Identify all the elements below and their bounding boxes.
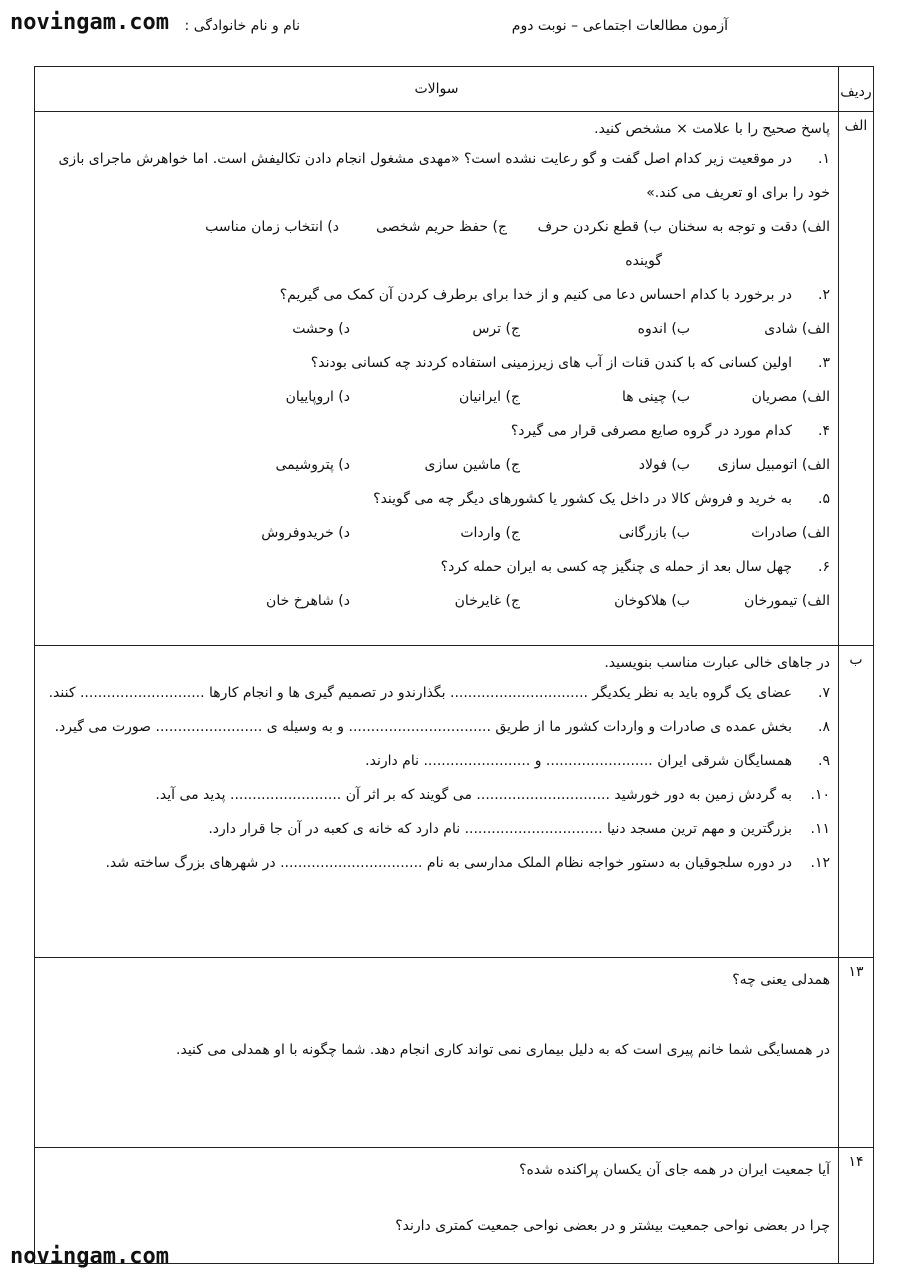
question-number: ۳. — [818, 355, 830, 371]
option-c[interactable]: ج) ترس — [472, 321, 520, 337]
option-d[interactable]: د) اروپاییان — [285, 389, 350, 405]
section-b-row — [35, 646, 874, 958]
option-b[interactable]: ب) چینی ها — [622, 389, 690, 405]
question-10 — [43, 778, 830, 812]
option-c[interactable]: ج) غایرخان — [454, 593, 520, 609]
question-12 — [43, 846, 830, 880]
question-14-text: چرا در بعضی نواحی جمعیت بیشتر و در بعضی نواحی جمعیت کمتری دارند؟ — [395, 1218, 830, 1234]
question-text: در دوره سلجوقیان به دستور خواجه نظام الملک مدارسی به نام ................................ در شهرهای بزرگ ساخته شد. — [105, 855, 792, 871]
question-text: اولین کسانی که با کندن قنات از آب های زیرزمینی استفاده کردند چه کسانی بودند؟ — [310, 355, 792, 371]
question-11 — [43, 812, 830, 846]
option-b[interactable]: ب) قطع نکردن حرف گوینده — [537, 219, 662, 269]
question-13-row — [35, 958, 874, 1148]
option-d[interactable]: د) وحشت — [292, 321, 350, 337]
question-1 — [43, 142, 830, 210]
option-a[interactable]: الف) دقت و توجه به سخنان — [667, 219, 830, 235]
question-number: ۸. — [818, 719, 830, 735]
question-text: به گردش زمین به دور خورشید .............................. می گویند که بر اثر آن ......................... پدید می آید. — [155, 787, 792, 803]
section-b-label: ب — [839, 646, 874, 958]
option-a[interactable]: الف) صادرات — [751, 525, 830, 541]
question-2 — [43, 278, 830, 312]
question-text: کدام مورد در گروه صایع مصرفی قرار می گیرد؟ — [510, 423, 792, 439]
question-number: ۹. — [818, 753, 830, 769]
question-13-title: همدلی یعنی چه؟ — [732, 972, 830, 988]
question-1-options — [43, 210, 830, 278]
option-d[interactable]: د) خریدوفروش — [261, 525, 350, 541]
question-number: ۱۱. — [810, 821, 830, 837]
question-number: ۶. — [818, 559, 830, 575]
section-b-instruction: در جاهای خالی عبارت مناسب بنویسید. — [604, 655, 830, 671]
question-text: بخش عمده ی صادرات و واردات کشور ما از طریق ................................ و به وسیله ی ........................ صورت می گیرد. — [54, 719, 792, 735]
option-b[interactable]: ب) بازرگانی — [618, 525, 690, 541]
question-number: ۱۲. — [810, 855, 830, 871]
exam-title: آزمون مطالعات اجتماعی – نوبت دوم — [511, 18, 728, 34]
section-b-content — [35, 646, 839, 958]
option-b[interactable]: ب) فولاد — [638, 457, 690, 473]
question-5-options — [43, 516, 830, 550]
exam-table — [34, 66, 874, 1264]
question-text: در موقعیت زیر کدام اصل گفت و گو رعایت نشده است؟ «مهدی مشغول انجام دادن تکالیفش است. اما خواهرش ماجرای بازی خود را برای او تعریف می کند.» — [58, 151, 830, 201]
question-number: ۵. — [818, 491, 830, 507]
section-a-instruction: پاسخ صحیح را با علامت × مشخص کنید. — [594, 121, 830, 137]
option-d[interactable]: د) انتخاب زمان مناسب — [205, 219, 339, 235]
option-d[interactable]: د) پتروشیمی — [275, 457, 350, 473]
question-text: به خرید و فروش کالا در داخل یک کشور یا کشورهای دیگر چه می گویند؟ — [373, 491, 792, 507]
option-a[interactable]: الف) مصریان — [751, 389, 830, 405]
column-header-row: ردیف — [839, 67, 874, 112]
question-14-title: آیا جمعیت ایران در همه جای آن یکسان پراکنده شده؟ — [519, 1162, 830, 1178]
option-c[interactable]: ج) واردات — [460, 525, 520, 541]
question-number: ۱۰. — [810, 787, 830, 803]
option-b[interactable]: ب) هلاکوخان — [614, 593, 690, 609]
name-label: نام و نام خانوادگی : — [184, 18, 300, 34]
question-14-label: ۱۴ — [839, 1148, 874, 1264]
section-a-content — [35, 112, 839, 646]
question-4-options — [43, 448, 830, 482]
option-a[interactable]: الف) اتومبیل سازی — [717, 457, 830, 473]
option-c[interactable]: ج) ایرانیان — [458, 389, 520, 405]
option-d[interactable]: د) شاهرخ خان — [266, 593, 350, 609]
question-3 — [43, 346, 830, 380]
section-a-row — [35, 112, 874, 646]
site-logo-top: novingam.com — [10, 10, 169, 35]
question-text: همسایگان شرقی ایران ........................ و ........................ نام دارند. — [365, 753, 792, 769]
question-text: در برخورد با کدام احساس دعا می کنیم و از خدا برای برطرف کردن آن کمک می گیریم؟ — [279, 287, 792, 303]
question-6 — [43, 550, 830, 584]
question-number: ۱. — [818, 151, 830, 167]
question-4 — [43, 414, 830, 448]
option-b[interactable]: ب) اندوه — [637, 321, 690, 337]
question-text: عضای یک گروه باید به نظر یکدیگر ............................... بگذارندو در تصمیم گیری ها و انجام کارها ............................ کنند. — [48, 685, 792, 701]
question-number: ۴. — [818, 423, 830, 439]
question-9 — [43, 744, 830, 778]
question-13-label: ۱۳ — [839, 958, 874, 1148]
option-a[interactable]: الف) شادی — [764, 321, 830, 337]
question-7 — [43, 676, 830, 710]
question-text: چهل سال بعد از حمله ی چنگیز چه کسی به ایران حمله کرد؟ — [440, 559, 792, 575]
question-13-text: در همسایگی شما خانم پیری است که به دلیل بیماری نمی تواند کاری انجام دهد. شما چگونه با او همدلی می کنید. — [176, 1042, 830, 1058]
question-number: ۲. — [818, 287, 830, 303]
question-6-options — [43, 584, 830, 618]
option-c[interactable]: ج) ماشین سازی — [424, 457, 520, 473]
table-header-row — [35, 67, 874, 112]
question-5 — [43, 482, 830, 516]
option-c[interactable]: ج) حفظ حریم شخصی — [375, 219, 507, 235]
page-header — [0, 0, 910, 60]
site-logo-bottom: novingam.com — [10, 1244, 169, 1269]
question-8 — [43, 710, 830, 744]
question-number: ۷. — [818, 685, 830, 701]
question-2-options — [43, 312, 830, 346]
option-a[interactable]: الف) تیمورخان — [744, 593, 830, 609]
section-a-label: الف — [839, 112, 874, 646]
column-header-questions: سوالات — [35, 67, 839, 112]
question-text: بزرگترین و مهم ترین مسجد دنیا ............................... نام دارد که خانه ی کعبه در آن جا قرار دارد. — [208, 821, 792, 837]
question-13-content — [35, 958, 839, 1148]
question-3-options — [43, 380, 830, 414]
